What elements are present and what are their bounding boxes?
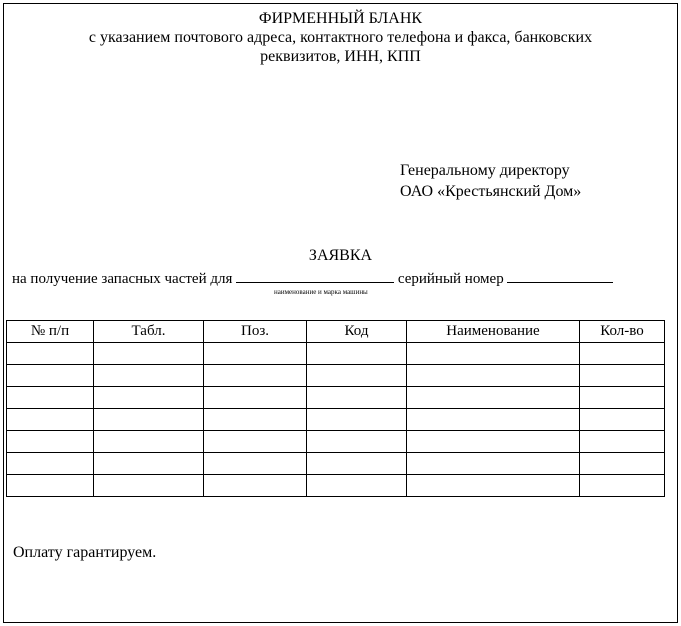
table-row [7, 387, 665, 409]
column-header-code: Код [307, 321, 407, 343]
table-cell[interactable] [580, 343, 665, 365]
table-cell[interactable] [204, 453, 307, 475]
table-cell[interactable] [94, 343, 204, 365]
table-cell[interactable] [204, 475, 307, 497]
table-cell[interactable] [307, 453, 407, 475]
serial-number-label: серийный номер [397, 271, 504, 287]
letterhead-subtitle-line1: с указанием почтового адреса, контактного телефона и факса, банковских [88, 29, 593, 46]
table-cell[interactable] [7, 409, 94, 431]
addressee-position: Генеральному директору [400, 162, 570, 179]
table-cell[interactable] [407, 343, 580, 365]
table-cell[interactable] [407, 453, 580, 475]
table-cell[interactable] [204, 365, 307, 387]
table-cell[interactable] [580, 409, 665, 431]
table-cell[interactable] [7, 475, 94, 497]
table-cell[interactable] [204, 387, 307, 409]
parts-table-body [7, 343, 665, 497]
table-cell[interactable] [407, 475, 580, 497]
table-cell[interactable] [204, 409, 307, 431]
column-header-quantity: Кол-во [580, 321, 665, 343]
document-title: ЗАЯВКА [308, 247, 373, 264]
table-row [7, 431, 665, 453]
table-cell[interactable] [580, 365, 665, 387]
table-cell[interactable] [580, 475, 665, 497]
table-cell[interactable] [407, 387, 580, 409]
request-line [12, 268, 613, 289]
table-row [7, 409, 665, 431]
table-cell[interactable] [7, 453, 94, 475]
table-cell[interactable] [307, 387, 407, 409]
parts-table [6, 320, 665, 497]
serial-number-field[interactable] [507, 268, 613, 283]
table-cell[interactable] [307, 343, 407, 365]
column-header-position: Поз. [204, 321, 307, 343]
document-frame [3, 3, 678, 623]
table-cell[interactable] [307, 409, 407, 431]
table-cell[interactable] [580, 431, 665, 453]
table-cell[interactable] [307, 365, 407, 387]
letterhead-title: ФИРМЕННЫЙ БЛАНК [258, 10, 423, 27]
table-cell[interactable] [7, 387, 94, 409]
addressee-company: ОАО «Крестьянский Дом» [400, 183, 582, 200]
letterhead-subtitle-line2: реквизитов, ИНН, КПП [260, 48, 421, 65]
table-cell[interactable] [407, 409, 580, 431]
table-row [7, 475, 665, 497]
table-cell[interactable] [94, 431, 204, 453]
table-cell[interactable] [7, 343, 94, 365]
column-header-table: Табл. [94, 321, 204, 343]
table-cell[interactable] [94, 365, 204, 387]
table-cell[interactable] [7, 431, 94, 453]
table-cell[interactable] [204, 431, 307, 453]
machine-name-field[interactable] [236, 268, 394, 283]
table-cell[interactable] [204, 343, 307, 365]
table-cell[interactable] [94, 409, 204, 431]
letterhead [20, 9, 661, 66]
machine-name-hint: наименование и марка машины [274, 288, 368, 296]
table-header-row [7, 321, 665, 343]
table-cell[interactable] [94, 453, 204, 475]
table-cell[interactable] [307, 431, 407, 453]
table-cell[interactable] [580, 453, 665, 475]
request-text: на получение запасных частей для [12, 271, 233, 287]
table-cell[interactable] [94, 475, 204, 497]
table-cell[interactable] [580, 387, 665, 409]
addressee-block [400, 160, 581, 202]
payment-guarantee: Оплату гарантируем. [13, 544, 157, 561]
table-cell[interactable] [94, 387, 204, 409]
table-cell[interactable] [307, 475, 407, 497]
table-cell[interactable] [407, 365, 580, 387]
column-header-name: Наименование [407, 321, 580, 343]
table-row [7, 453, 665, 475]
table-cell[interactable] [7, 365, 94, 387]
column-header-number: № п/п [7, 321, 94, 343]
table-row [7, 343, 665, 365]
table-cell[interactable] [407, 431, 580, 453]
table-row [7, 365, 665, 387]
